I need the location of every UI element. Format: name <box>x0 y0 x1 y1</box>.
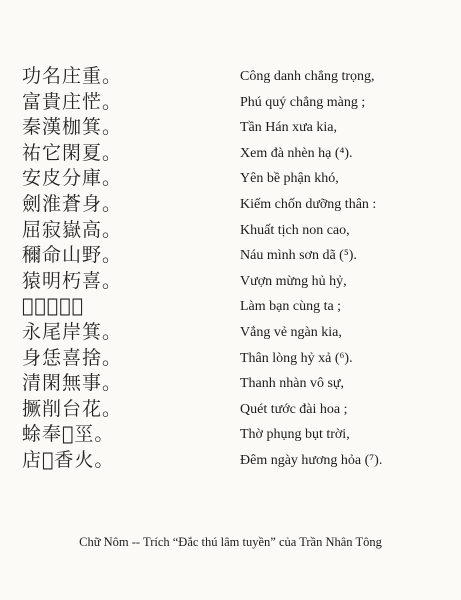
quoc-ngu-line: Thờ phụng bụt trời, <box>240 427 350 443</box>
quoc-ngu-line: Tần Hán xưa kia, <box>240 120 337 136</box>
nom-line: 店𣋚香火。 <box>22 448 115 471</box>
nom-line: 猿明朽喜。 <box>22 269 123 292</box>
nom-line: 秦漢枷箕。 <box>22 116 123 139</box>
quoc-ngu-line: Xem đà nhèn hạ (⁴). <box>240 145 353 161</box>
quoc-ngu-line: Đêm ngày hương hỏa (⁷). <box>240 452 383 468</box>
nom-line: 身恁喜捨。 <box>22 346 123 369</box>
quoc-ngu-line: Khuất tịch non cao, <box>240 222 350 238</box>
quoc-ngu-line: Náu mình sơn dã (⁵). <box>240 248 357 264</box>
quoc-ngu-line: Thanh nhàn vô sự, <box>240 376 345 392</box>
figure-caption: Chữ Nôm -- Trích “Đắc thú lâm tuyền” của Trần Nhân Tông <box>79 535 382 549</box>
nom-line: 祐它閑夏。 <box>22 141 123 164</box>
nom-line: 永尾岸箕。 <box>22 320 123 343</box>
chu-nom-column <box>22 64 212 474</box>
nom-line: 屈寂嶽高。 <box>22 218 123 241</box>
quoc-ngu-line: Vắng vẻ ngàn kia, <box>240 324 342 340</box>
nom-line: 穪命山野。 <box>22 244 123 267</box>
nom-line: 功名庄重。 <box>22 65 123 87</box>
quoc-ngu-line: Công danh chẳng trọng, <box>240 69 375 84</box>
nom-line: 劍淮蒼身。 <box>22 192 123 215</box>
nom-line: 蜍奉𡗶坙。 <box>22 423 115 446</box>
nom-line: 𠃣伴共些。 <box>22 295 85 318</box>
quoc-ngu-column <box>240 64 455 474</box>
quoc-ngu-line: Vượn mừng hủ hỷ, <box>240 273 347 289</box>
quoc-ngu-line: Phú quý chẳng màng ; <box>240 94 366 110</box>
quoc-ngu-line: Thân lòng hỷ xả (⁶). <box>240 350 353 366</box>
nom-line: 清閑無事。 <box>22 372 123 395</box>
nom-line: 撅削台花。 <box>22 397 123 420</box>
nom-line: 富貴庄恾。 <box>22 90 123 113</box>
quoc-ngu-line: Kiếm chốn dưỡng thân : <box>240 196 377 212</box>
quoc-ngu-line: Làm bạn cùng ta ; <box>240 299 342 315</box>
quoc-ngu-line: Yên bề phận khó, <box>240 171 339 187</box>
nom-line: 安皮分庫。 <box>22 167 123 190</box>
quoc-ngu-line: Quét tước đài hoa ; <box>240 401 348 417</box>
